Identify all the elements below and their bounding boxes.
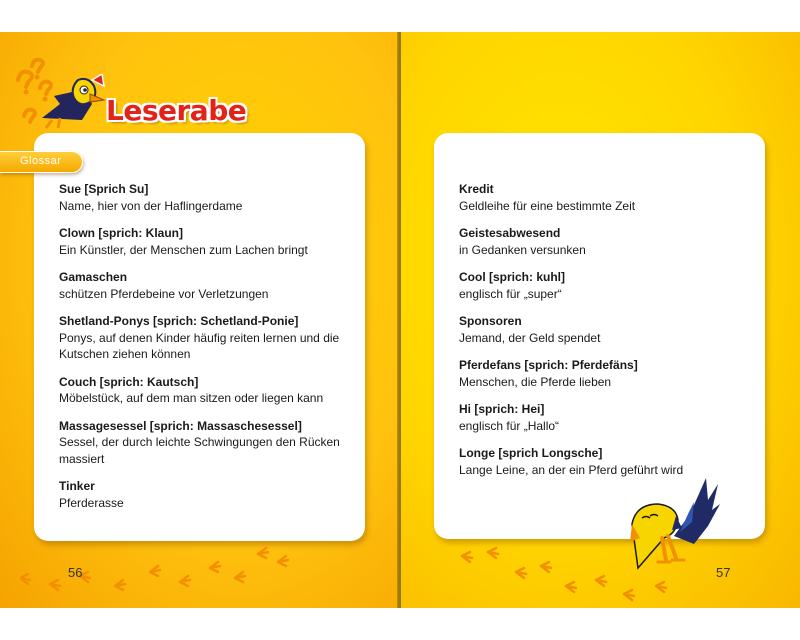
glossary-entry <box>459 313 749 346</box>
glossary-entry <box>59 374 349 407</box>
glossary-term: Sponsoren <box>459 314 522 328</box>
glossary-definition: Pferderasse <box>59 495 124 510</box>
glossary-definition: Geldleihe für eine bestimmte Zeit <box>459 198 636 213</box>
logo-wordmark: Leserabe <box>106 94 247 127</box>
leserabe-logo <box>10 44 250 127</box>
book-spread <box>0 32 800 608</box>
glossary-term: Longe [sprich Longsche] <box>459 446 603 460</box>
glossary-definition: Lange Leine, an der ein Pferd geführt wird <box>459 462 684 477</box>
raven-mascot-icon <box>628 474 720 570</box>
glossary-entry <box>59 181 349 214</box>
glossary-card-left <box>34 133 365 541</box>
glossary-term: Clown [sprich: Klaun] <box>59 226 183 240</box>
page-number: 56 <box>68 565 83 580</box>
glossary-term: Kredit <box>459 182 494 196</box>
glossary-entry <box>459 225 749 258</box>
glossary-definition: Ponys, auf denen Kinder häufig reiten lernen und die Kutschen ziehen können <box>59 330 340 361</box>
glossary-term: Hi [sprich: Hei] <box>459 402 545 416</box>
glossary-definition: Möbelstück, auf dem man sitzen oder liegen kann <box>59 391 324 405</box>
bird-tracks-icon <box>20 542 320 612</box>
left-page <box>0 32 399 608</box>
glossary-definition: Jemand, der Geld spendet <box>459 330 601 345</box>
glossary-definition: schützen Pferdebeine vor Verletzungen <box>59 286 269 301</box>
glossary-entry <box>459 181 749 214</box>
glossary-definition: englisch für „super“ <box>459 286 562 301</box>
glossar-tab-label: Glossar <box>20 155 62 167</box>
glossary-definition: Ein Künstler, der Menschen zum Lachen bringt <box>59 242 308 257</box>
glossary-list-right <box>459 181 749 489</box>
page-number: 57 <box>716 565 731 580</box>
glossary-term: Massagesessel [sprich: Massaschesessel] <box>59 418 302 433</box>
glossary-list-left <box>59 181 349 522</box>
glossary-term: Shetland-Ponys [sprich: Schetland-Ponie] <box>59 314 299 328</box>
glossary-term: Tinker <box>59 479 95 493</box>
glossary-entry <box>59 269 349 302</box>
glossar-tab <box>0 151 83 173</box>
glossary-entry <box>459 269 749 302</box>
glossary-term: Gamaschen <box>59 270 128 284</box>
glossary-definition: englisch für „Hallo“ <box>459 418 560 433</box>
glossary-definition: Menschen, die Pferde lieben <box>459 374 612 389</box>
glossary-definition: Sessel, der durch leichte Schwingungen den Rücken massiert <box>59 435 340 466</box>
glossary-term: Cool [sprich: kuhl] <box>459 270 565 284</box>
glossary-entry <box>459 401 749 434</box>
glossary-entry <box>59 478 349 511</box>
glossary-definition: Name, hier von der Haflingerdame <box>59 198 243 213</box>
glossary-term: Pferdefans [sprich: Pferdefäns] <box>459 358 638 372</box>
glossary-entry <box>59 418 349 468</box>
raven-logo-icon <box>38 74 108 130</box>
glossary-term: Couch [sprich: Kautsch] <box>59 374 199 389</box>
glossary-term: Geistesabwesend <box>459 226 561 240</box>
glossary-entry <box>459 357 749 390</box>
glossary-entry <box>59 225 349 258</box>
glossary-term: Sue [Sprich Su] <box>59 182 149 196</box>
glossary-definition: in Gedanken versunken <box>459 242 586 257</box>
glossary-entry <box>59 313 349 363</box>
